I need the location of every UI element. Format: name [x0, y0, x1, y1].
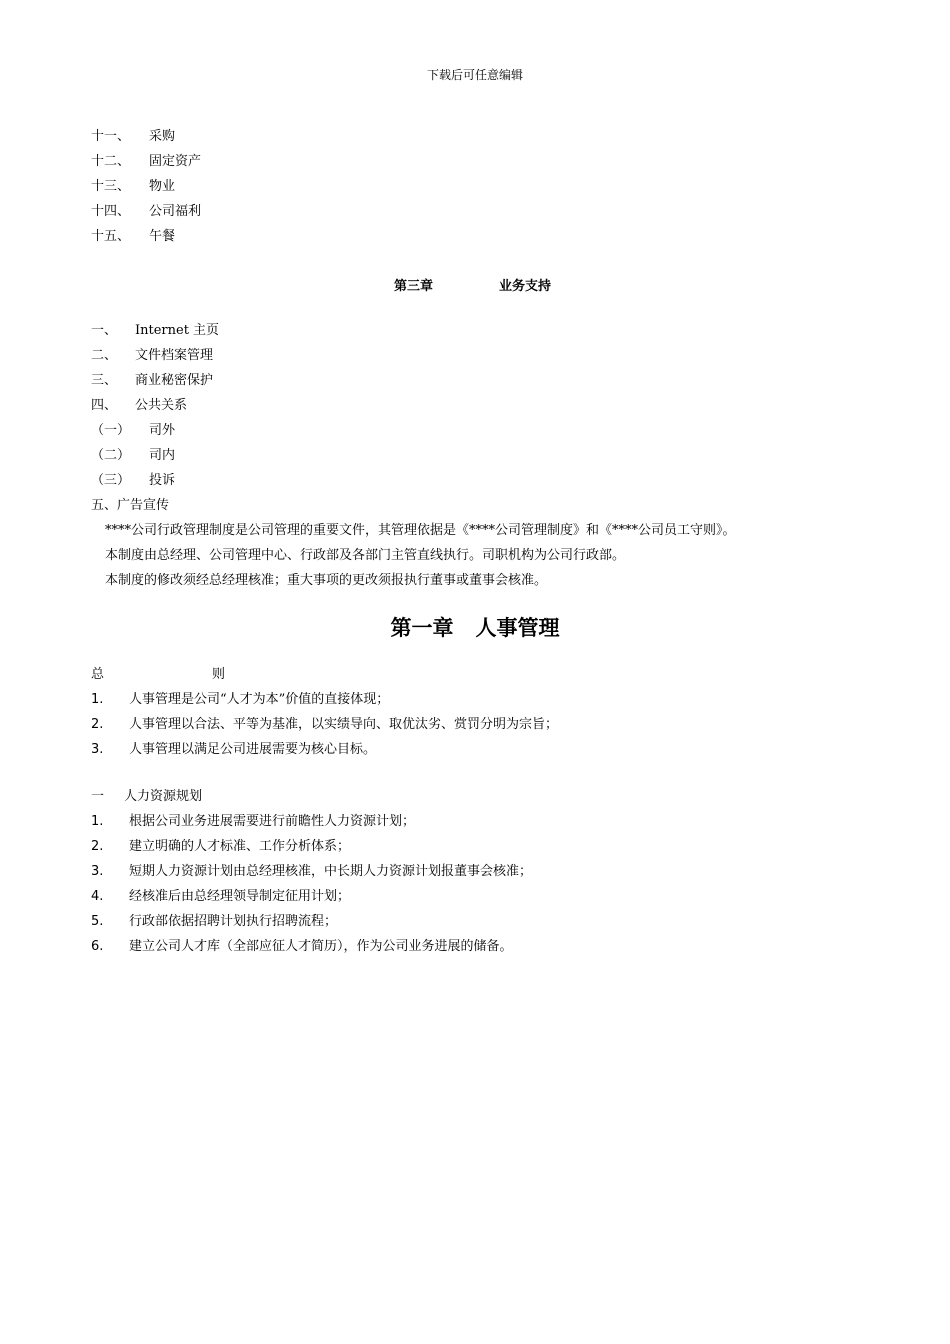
chapter1-heading	[0, 612, 950, 642]
toc-item-num: 十一、	[91, 129, 131, 144]
chapter3-title: 业务支持	[499, 279, 552, 294]
subitem	[91, 447, 175, 465]
toc-item-num: 十四、	[91, 204, 131, 219]
item5-line: 五、广告宣传	[91, 498, 170, 513]
general-heading-left: 总	[91, 667, 105, 682]
toc-item-num: 十二、	[91, 154, 131, 169]
section1-item-text: 根据公司业务进展需要进行前瞻性人力资源计划；	[129, 814, 416, 829]
chapter3-number: 第三章	[394, 279, 434, 294]
section1-item-num: 2.	[91, 839, 104, 854]
subitem-label: 投诉	[149, 473, 176, 488]
subitem-num: （三）	[91, 473, 131, 488]
subitem-label: 司外	[149, 423, 176, 438]
subitem-num: （二）	[91, 448, 131, 463]
section1-title: 人力资源规划	[124, 789, 203, 804]
section1-heading	[91, 788, 202, 806]
general-item-num: 3.	[91, 742, 104, 757]
section1-item-num: 4.	[91, 889, 104, 904]
chapter1-number: 第一章	[390, 615, 454, 640]
general-item	[91, 691, 389, 709]
section1-item	[91, 888, 350, 906]
subitem	[91, 472, 175, 490]
section1-item	[91, 838, 350, 856]
section1-item-num: 3.	[91, 864, 104, 879]
section1-item	[91, 863, 532, 881]
toc-item-label: 物业	[149, 179, 176, 194]
toc-item-label: 公司福利	[149, 204, 202, 219]
paragraph: 本制度的修改须经总经理核准；重大事项的更改须报执行董事或董事会核准。	[105, 573, 548, 588]
general-item-num: 2.	[91, 717, 104, 732]
section1-item-text: 短期人力资源计划由总经理核准，中长期人力资源计划报董事会核准；	[129, 864, 533, 879]
general-heading	[91, 666, 225, 684]
general-item	[91, 741, 376, 759]
toc-item	[91, 178, 175, 196]
subitem-label: 司内	[149, 448, 176, 463]
toc-item-num: 十五、	[91, 229, 131, 244]
toc-item	[91, 228, 175, 246]
chapter3-item-label: Internet 主页	[135, 323, 220, 338]
toc-item-label: 午餐	[149, 229, 176, 244]
chapter3-item	[91, 347, 213, 365]
general-heading-right: 则	[212, 667, 226, 682]
section1-item	[91, 813, 415, 831]
general-item-num: 1.	[91, 692, 104, 707]
toc-item-label: 采购	[149, 129, 176, 144]
general-item-text: 人事管理以满足公司进展需要为核心目标。	[129, 742, 377, 757]
subitem	[91, 422, 175, 440]
toc-item	[91, 128, 175, 146]
subitem-num: （一）	[91, 423, 131, 438]
chapter1-title: 人事管理	[475, 615, 560, 640]
section1-item-text: 经核准后由总经理领导制定征用计划；	[129, 889, 351, 904]
toc-item	[91, 203, 201, 221]
toc-item-label: 固定资产	[149, 154, 202, 169]
section1-item-text: 行政部依据招聘计划执行招聘流程；	[129, 914, 338, 929]
chapter3-item-num: 三、	[91, 373, 118, 388]
section1-item-num: 5.	[91, 914, 104, 929]
toc-item	[91, 153, 201, 171]
toc-item-num: 十三、	[91, 179, 131, 194]
section1-num: 一	[91, 789, 105, 804]
chapter3-item	[91, 322, 219, 340]
chapter3-item-num: 四、	[91, 398, 118, 413]
chapter3-item-label: 公共关系	[135, 398, 188, 413]
chapter3-item	[91, 397, 187, 415]
chapter3-item-num: 二、	[91, 348, 118, 363]
section1-item-text: 建立明确的人才标准、工作分析体系；	[129, 839, 351, 854]
section1-item-num: 1.	[91, 814, 104, 829]
chapter3-item	[91, 372, 213, 390]
chapter3-item-num: 一、	[91, 323, 118, 338]
page-header: 下载后可任意编辑	[426, 68, 523, 82]
general-item	[91, 716, 558, 734]
general-item-text: 人事管理以合法、平等为基准，以实绩导向、取优汰劣、赏罚分明为宗旨；	[129, 717, 559, 732]
chapter3-item-label: 商业秘密保护	[135, 373, 214, 388]
section1-item	[91, 913, 337, 931]
paragraph: ****公司行政管理制度是公司管理的重要文件，其管理依据是《****公司管理制度》和《****公司员工守则》。	[105, 523, 736, 538]
general-item-text: 人事管理是公司“人才为本”价值的直接体现；	[129, 692, 390, 707]
section1-item	[91, 938, 513, 956]
chapter3-item-label: 文件档案管理	[135, 348, 214, 363]
paragraph: 本制度由总经理、公司管理中心、行政部及各部门主管直线执行。司职机构为公司行政部。	[105, 548, 626, 563]
section1-item-num: 6.	[91, 939, 104, 954]
section1-item-text: 建立公司人才库（全部应征人才简历），作为公司业务进展的储备。	[129, 939, 513, 954]
